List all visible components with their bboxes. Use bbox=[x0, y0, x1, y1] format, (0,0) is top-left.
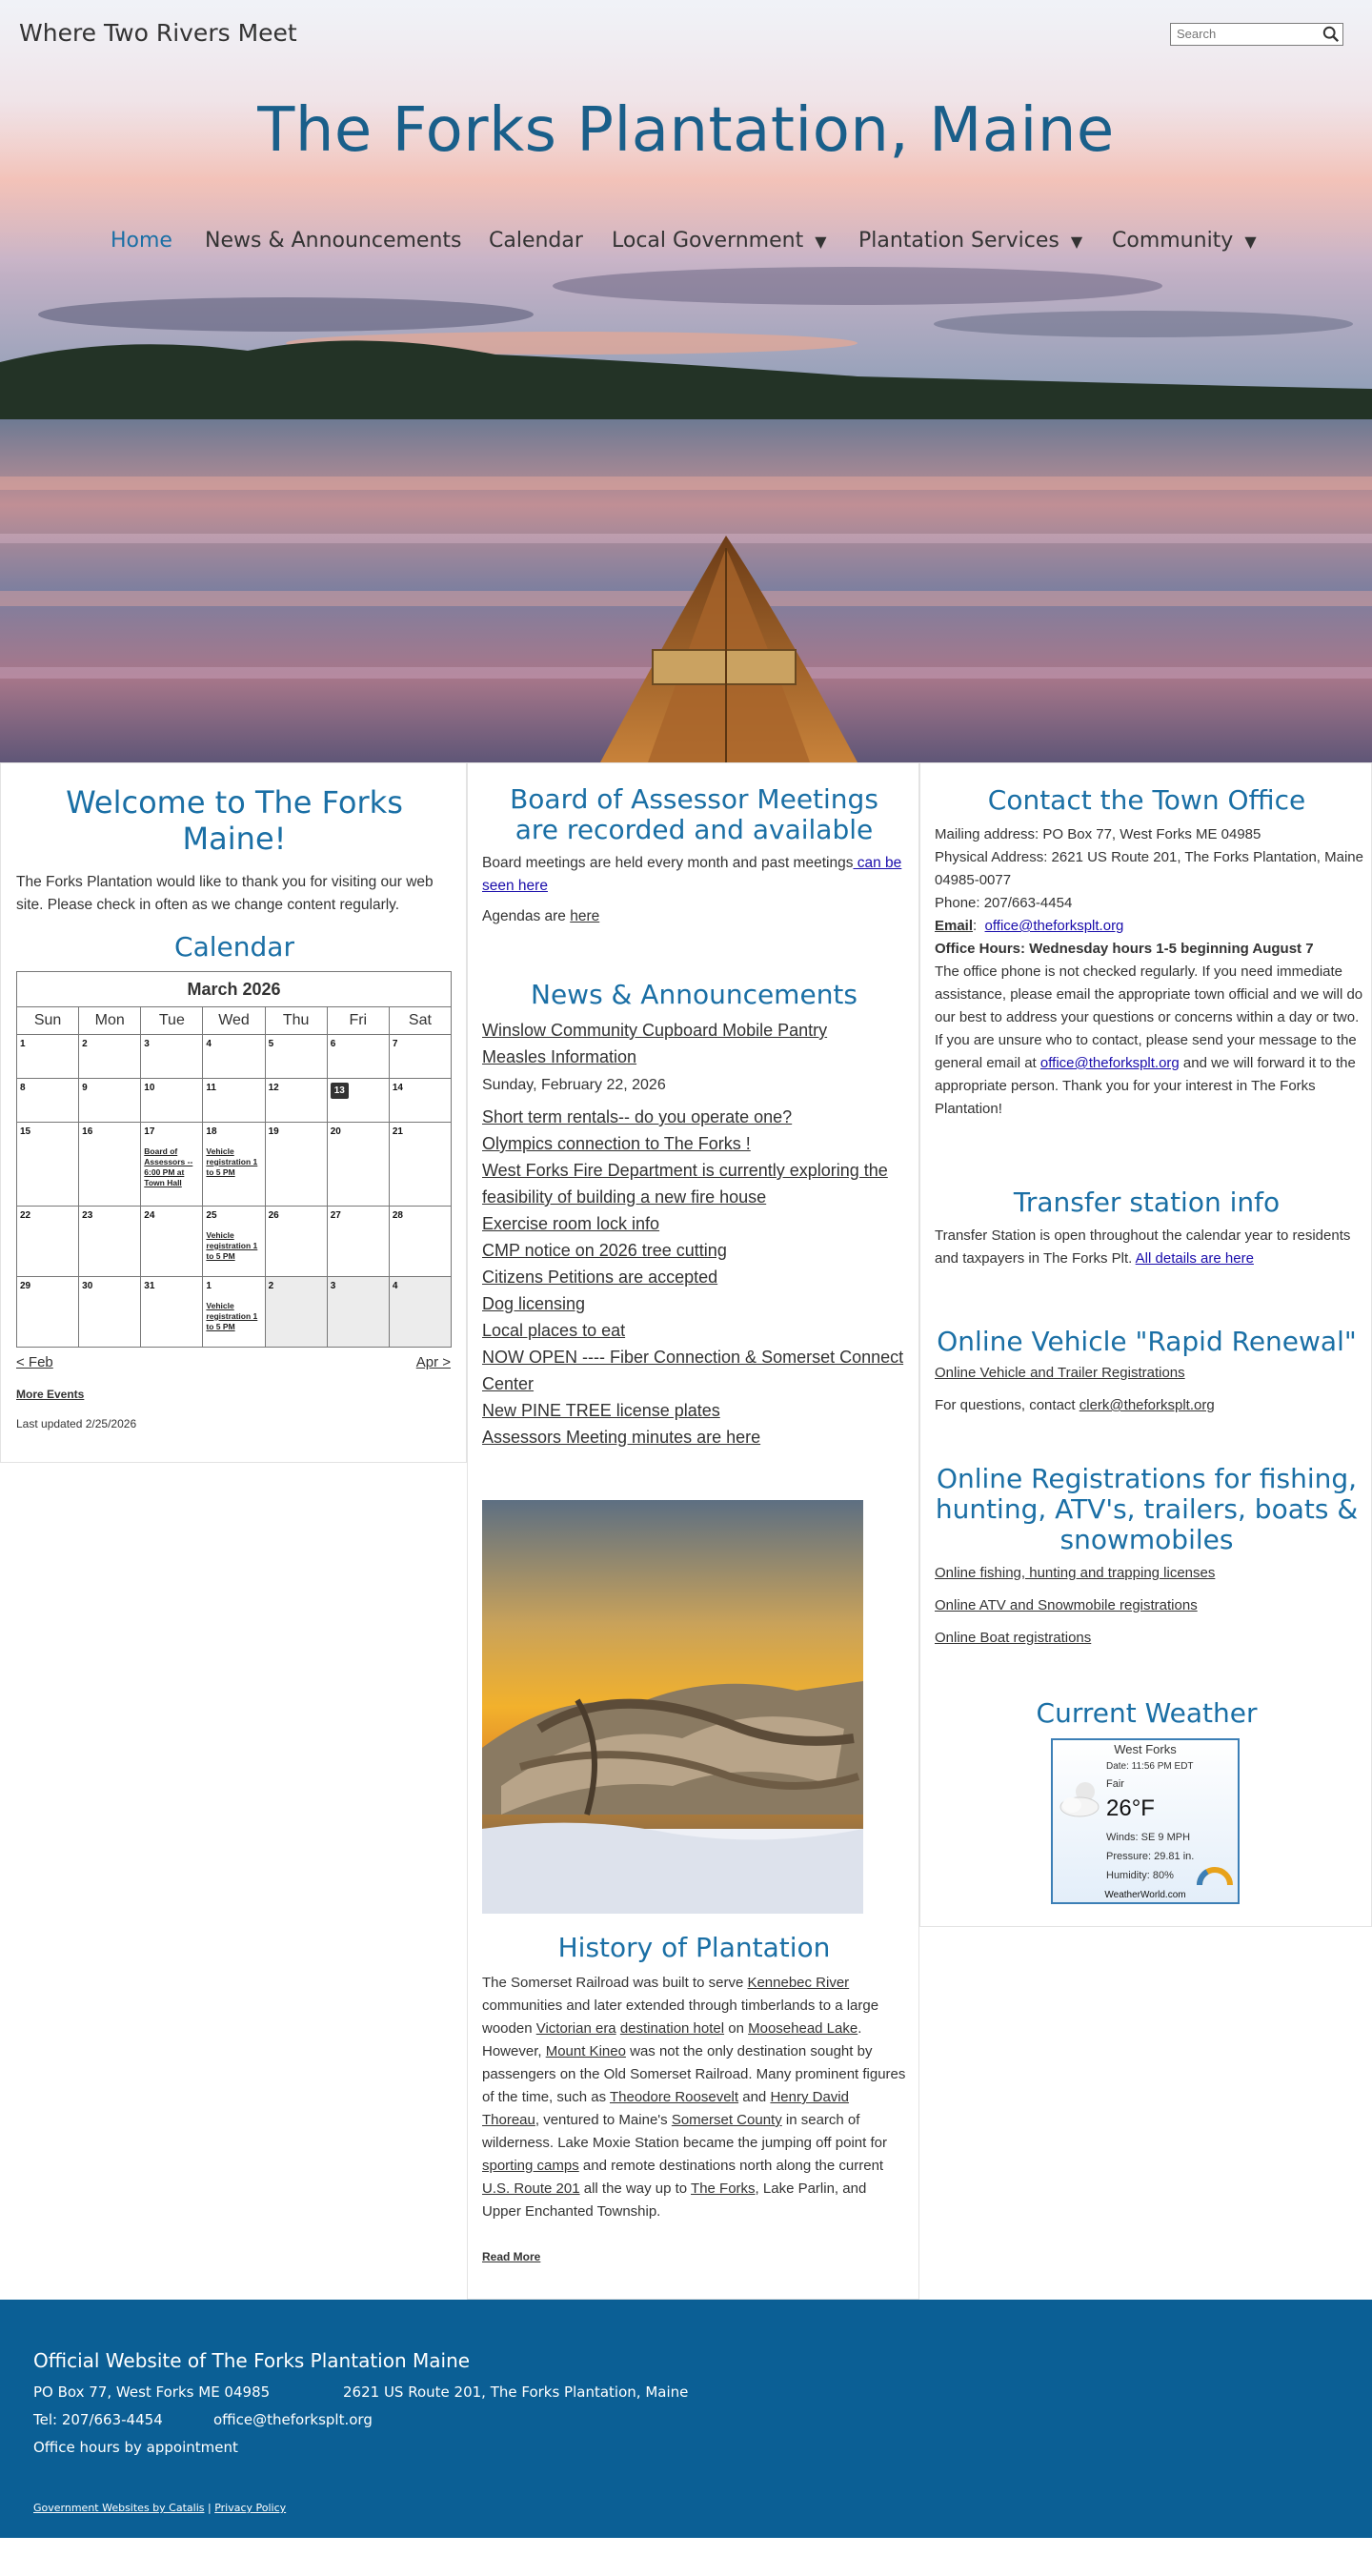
calendar-day[interactable] bbox=[141, 1035, 203, 1079]
day-number: 1 bbox=[206, 1281, 212, 1291]
nav-community[interactable]: Community ▼ bbox=[1112, 229, 1257, 253]
calendar-day[interactable] bbox=[265, 1207, 327, 1277]
history-text-segment: , ventured to Maine's bbox=[535, 2112, 672, 2128]
news-link[interactable]: Dog licensing bbox=[482, 1294, 586, 1313]
calendar-week bbox=[17, 1079, 452, 1123]
atv-snowmobile-link[interactable]: Online ATV and Snowmobile registrations bbox=[935, 1597, 1198, 1613]
weekday-label: Thu bbox=[265, 1007, 327, 1035]
email-label: Email bbox=[935, 918, 974, 934]
humidity-gauge-icon bbox=[1196, 1864, 1234, 1887]
day-number: 12 bbox=[268, 1083, 279, 1093]
footer-phone: Tel: 207/663-4454 bbox=[33, 2411, 163, 2428]
registrations-title: Online Registrations for fishing, hunting, ATV's, trailers, boats & snowmobiles bbox=[935, 1463, 1359, 1555]
site-footer bbox=[0, 2300, 1372, 2538]
calendar-day[interactable] bbox=[389, 1123, 451, 1207]
search-box[interactable] bbox=[1170, 23, 1343, 46]
day-number: 28 bbox=[392, 1210, 403, 1221]
history-text bbox=[482, 1972, 906, 2223]
weather-title: Current Weather bbox=[1036, 1697, 1258, 1729]
weekday-label: Tue bbox=[141, 1007, 203, 1035]
calendar-day[interactable] bbox=[17, 1277, 79, 1348]
history-text-segment: , Lake Parlin, and Upper Enchanted Township. bbox=[482, 2180, 867, 2220]
history-link[interactable]: Henry David Thoreau bbox=[482, 2089, 849, 2128]
day-number: 22 bbox=[20, 1210, 31, 1221]
news-link[interactable]: Exercise room lock info bbox=[482, 1214, 660, 1233]
day-number: 27 bbox=[330, 1210, 341, 1221]
last-updated: Last updated 2/25/2026 bbox=[16, 1417, 137, 1430]
left-column bbox=[0, 762, 467, 1463]
footer-mailing-address: PO Box 77, West Forks ME 04985 bbox=[33, 2383, 271, 2401]
transfer-details-link[interactable]: All details are here bbox=[1135, 1250, 1254, 1267]
right-column bbox=[919, 762, 1372, 1927]
general-email-link[interactable]: office@theforksplt.org bbox=[1039, 1055, 1180, 1071]
board-title: Board of Assessor Meetings are recorded and available bbox=[510, 783, 878, 845]
day-number: 5 bbox=[268, 1039, 274, 1049]
day-number: 26 bbox=[268, 1210, 279, 1221]
day-number: 8 bbox=[20, 1083, 26, 1093]
history-link[interactable]: The Forks bbox=[691, 2180, 756, 2197]
day-number: 3 bbox=[144, 1039, 150, 1049]
vehicle-questions: For questions, contact clerk@theforksplt.org bbox=[935, 1397, 1215, 1413]
calendar-week bbox=[17, 1035, 452, 1079]
search-icon[interactable] bbox=[1322, 26, 1340, 43]
news-link[interactable]: Olympics connection to The Forks ! bbox=[482, 1134, 751, 1153]
news-link[interactable]: West Forks Fire Department is currently exploring the feasibility of building a new fire house bbox=[482, 1161, 888, 1207]
weekday-label: Wed bbox=[203, 1007, 265, 1035]
day-number: 2 bbox=[268, 1281, 274, 1291]
day-number: 2 bbox=[82, 1039, 88, 1049]
clerk-email-link[interactable]: clerk@theforksplt.org bbox=[1079, 1397, 1215, 1413]
vehicle-registration-link[interactable]: Online Vehicle and Trailer Registrations bbox=[935, 1365, 1185, 1381]
caret-down-icon: ▼ bbox=[1244, 233, 1257, 251]
site-title[interactable]: The Forks Plantation, Maine bbox=[257, 95, 1115, 166]
weather-widget[interactable] bbox=[1051, 1738, 1240, 1904]
calendar-event-link[interactable]: Board of Assessors -- 6:00 PM at Town Hall bbox=[144, 1146, 193, 1187]
footer-physical-address: 2621 US Route 201, The Forks Plantation, Maine bbox=[343, 2383, 689, 2401]
weather-pressure: Pressure: 29.81 in. bbox=[1106, 1851, 1195, 1862]
catalis-link[interactable]: Government Websites by Catalis bbox=[33, 2502, 205, 2514]
day-number: 9 bbox=[82, 1083, 88, 1093]
news-link[interactable]: Winslow Community Cupboard Mobile Pantry bbox=[482, 1021, 828, 1040]
calendar-day[interactable] bbox=[327, 1123, 389, 1207]
weekday-label: Sat bbox=[389, 1007, 451, 1035]
weather-date: Date: 11:56 PM EDT bbox=[1106, 1761, 1194, 1772]
day-number: 18 bbox=[206, 1126, 217, 1137]
contact-note: The office phone is not checked regularly. If you need immediate assistance, please email the appropriate town official and we will do our best to address your questions or concerns within a day or two. If you are unsure who to contact, please send your message to the general email at office@theforksplt.org and we will forward it to the appropriate person. Thank you for your interest in The Forks Plantation! bbox=[935, 963, 1363, 1117]
calendar-event-link[interactable]: Vehicle registration 1 to 5 PM bbox=[206, 1301, 258, 1331]
calendar-table bbox=[16, 971, 452, 1348]
hero-banner bbox=[0, 0, 1372, 762]
nav-home[interactable]: Home bbox=[111, 229, 172, 253]
calendar-day[interactable] bbox=[203, 1123, 265, 1207]
transfer-title: Transfer station info bbox=[1013, 1187, 1281, 1218]
board-text: Board meetings are held every month and past meetings can be seen here bbox=[482, 855, 902, 894]
history-link[interactable]: Moosehead Lake bbox=[748, 2020, 858, 2037]
weather-temp: 26°F bbox=[1106, 1795, 1155, 1821]
day-number: 3 bbox=[330, 1281, 336, 1291]
history-link[interactable]: Theodore Roosevelt bbox=[609, 2089, 739, 2105]
news-title: News & Announcements bbox=[531, 979, 858, 1010]
calendar-title: Calendar bbox=[174, 931, 294, 963]
calendar-day[interactable] bbox=[17, 1207, 79, 1277]
history-text-segment: and remote destinations north along the current bbox=[578, 2158, 884, 2174]
day-number: 21 bbox=[392, 1126, 403, 1137]
news-link[interactable]: Citizens Petitions are accepted bbox=[482, 1268, 718, 1287]
email-link[interactable]: office@theforksplt.org bbox=[984, 918, 1124, 934]
calendar-day[interactable] bbox=[79, 1207, 141, 1277]
footer-email[interactable]: office@theforksplt.org bbox=[213, 2411, 373, 2428]
weather-condition: Fair bbox=[1106, 1778, 1124, 1790]
mailing-address: Mailing address: PO Box 77, West Forks ME 04985 bbox=[935, 826, 1261, 842]
calendar-day[interactable] bbox=[141, 1207, 203, 1277]
main-nav bbox=[0, 229, 1372, 261]
day-number: 17 bbox=[144, 1126, 155, 1137]
day-number: 16 bbox=[82, 1126, 93, 1137]
calendar-day[interactable] bbox=[389, 1035, 451, 1079]
day-number: 11 bbox=[206, 1083, 216, 1093]
nav-plantation-services[interactable]: Plantation Services ▼ bbox=[858, 229, 1083, 253]
more-events-link[interactable]: More Events bbox=[16, 1388, 85, 1401]
middle-column bbox=[467, 762, 919, 2300]
weather-credit[interactable]: WeatherWorld.com bbox=[1104, 1890, 1186, 1900]
calendar-day[interactable] bbox=[17, 1079, 79, 1123]
email-line: Email: office@theforksplt.org bbox=[935, 918, 1124, 934]
weather-wind: Winds: SE 9 MPH bbox=[1106, 1832, 1191, 1843]
calendar-day[interactable] bbox=[265, 1035, 327, 1079]
search-input[interactable] bbox=[1171, 25, 1318, 44]
weekday-label: Sun bbox=[17, 1007, 79, 1035]
calendar-day[interactable] bbox=[141, 1277, 203, 1348]
welcome-title: Welcome to The Forks Maine! bbox=[66, 784, 403, 857]
fishing-hunting-link[interactable]: Online fishing, hunting and trapping licenses bbox=[935, 1565, 1216, 1581]
day-number: 29 bbox=[20, 1281, 31, 1291]
history-link[interactable]: Victorian era bbox=[535, 2020, 616, 2037]
day-number: 1 bbox=[20, 1039, 26, 1049]
history-link[interactable]: Mount Kineo bbox=[545, 2043, 626, 2059]
calendar-month: March 2026 bbox=[17, 972, 452, 1007]
calendar-day[interactable] bbox=[17, 1035, 79, 1079]
physical-address: Physical Address: 2621 US Route 201, The Forks Plantation, Maine 04985-0077 bbox=[935, 849, 1363, 888]
calendar-week bbox=[17, 1207, 452, 1277]
day-number: 14 bbox=[392, 1083, 403, 1093]
caret-down-icon: ▼ bbox=[815, 233, 827, 251]
day-number: 6 bbox=[330, 1039, 336, 1049]
weather-location: West Forks bbox=[1114, 1742, 1177, 1756]
footer-title: Official Website of The Forks Plantation Maine bbox=[33, 2349, 471, 2372]
day-number: 25 bbox=[206, 1210, 217, 1221]
calendar-day[interactable] bbox=[79, 1035, 141, 1079]
today-marker: 13 bbox=[331, 1083, 349, 1099]
day-number: 20 bbox=[330, 1126, 341, 1137]
day-number: 4 bbox=[392, 1281, 398, 1291]
calendar-day[interactable] bbox=[327, 1207, 389, 1277]
news-list bbox=[482, 1104, 911, 1450]
office-hours: Office Hours: Wednesday hours 1-5 beginning August 7 bbox=[935, 941, 1314, 957]
calendar-day[interactable] bbox=[389, 1277, 451, 1348]
day-number: 7 bbox=[392, 1039, 398, 1049]
calendar-day[interactable] bbox=[327, 1277, 389, 1348]
day-number: 19 bbox=[268, 1126, 279, 1137]
day-number: 4 bbox=[206, 1039, 212, 1049]
calendar-day[interactable] bbox=[203, 1277, 265, 1348]
history-link[interactable]: destination hotel bbox=[619, 2020, 725, 2037]
news-link[interactable]: CMP notice on 2026 tree cutting bbox=[482, 1241, 727, 1260]
calendar-week bbox=[17, 1277, 452, 1348]
news-link[interactable]: Measles Information bbox=[482, 1047, 637, 1066]
cloud-moon-icon bbox=[1057, 1778, 1106, 1826]
boat-registration-link[interactable]: Online Boat registrations bbox=[935, 1630, 1092, 1646]
history-text-segment: in search of wilderness. Lake Moxie Station became the jumping off point for bbox=[482, 2112, 887, 2151]
board-recordings-link[interactable]: can be seen here bbox=[482, 855, 902, 894]
calendar-day[interactable] bbox=[327, 1079, 389, 1123]
history-title: History of Plantation bbox=[557, 1932, 831, 1963]
site-tagline: Where Two Rivers Meet bbox=[19, 19, 297, 47]
phone: Phone: 207/663-4454 bbox=[935, 895, 1073, 911]
calendar-week bbox=[17, 1123, 452, 1207]
day-number: 30 bbox=[82, 1281, 93, 1291]
contact-block bbox=[935, 823, 1363, 1121]
news-link[interactable]: New PINE TREE license plates bbox=[482, 1401, 720, 1420]
calendar-day[interactable] bbox=[265, 1277, 327, 1348]
history-read-more-link[interactable]: Read More bbox=[482, 2250, 541, 2263]
news-link[interactable]: NOW OPEN ---- Fiber Connection & Somerset Connect Center bbox=[482, 1348, 904, 1393]
day-number: 31 bbox=[144, 1281, 155, 1291]
vehicle-title: Online Vehicle "Rapid Renewal" bbox=[937, 1326, 1357, 1357]
calendar-day[interactable] bbox=[79, 1079, 141, 1123]
agendas-text: Agendas are here bbox=[482, 908, 600, 924]
footer-links: Government Websites by Catalis | Privacy Policy bbox=[33, 2502, 287, 2514]
history-text-segment: The Somerset Railroad was built to serve bbox=[482, 1975, 748, 1991]
privacy-policy-link[interactable]: Privacy Policy bbox=[214, 2502, 287, 2514]
contact-title: Contact the Town Office bbox=[987, 784, 1306, 816]
calendar-prev-link[interactable]: < Feb bbox=[16, 1354, 53, 1370]
weekday-label: Fri bbox=[327, 1007, 389, 1035]
weather-humidity: Humidity: 80% bbox=[1106, 1870, 1174, 1881]
agendas-link[interactable]: here bbox=[570, 908, 600, 924]
history-link[interactable]: Kennebec River bbox=[747, 1975, 850, 1991]
nav-local-government[interactable]: Local Government ▼ bbox=[612, 229, 827, 253]
footer-hours: Office hours by appointment bbox=[33, 2439, 238, 2456]
calendar-day[interactable] bbox=[141, 1123, 203, 1207]
day-number: 10 bbox=[144, 1083, 155, 1093]
caret-down-icon: ▼ bbox=[1070, 233, 1083, 251]
history-link[interactable]: Somerset County bbox=[671, 2112, 782, 2128]
news-date: Sunday, February 22, 2026 bbox=[482, 1077, 666, 1093]
day-number: 24 bbox=[144, 1210, 155, 1221]
history-text-segment: on bbox=[724, 2020, 749, 2037]
history-text-segment: and bbox=[738, 2089, 771, 2105]
news-link[interactable]: Assessors Meeting minutes are here bbox=[482, 1428, 761, 1447]
calendar-day[interactable] bbox=[389, 1079, 451, 1123]
calendar-next-link[interactable]: Apr > bbox=[415, 1354, 451, 1370]
calendar-day[interactable] bbox=[79, 1123, 141, 1207]
calendar-day[interactable] bbox=[141, 1079, 203, 1123]
transfer-text: Transfer Station is open throughout the calendar year to residents and taxpayers in The Forks Plt. All details are here bbox=[935, 1227, 1351, 1267]
driftwood-sunset-photo bbox=[482, 1500, 863, 1914]
calendar-day[interactable] bbox=[203, 1207, 265, 1277]
calendar-day[interactable] bbox=[327, 1035, 389, 1079]
weekday-label: Mon bbox=[79, 1007, 141, 1035]
calendar-day[interactable] bbox=[17, 1123, 79, 1207]
nav-calendar[interactable]: Calendar bbox=[489, 229, 583, 253]
history-link[interactable]: U.S. Route 201 bbox=[482, 2180, 580, 2197]
calendar-weekdays bbox=[17, 1007, 452, 1035]
calendar-day[interactable] bbox=[203, 1035, 265, 1079]
news-top-list bbox=[482, 1017, 911, 1070]
calendar-event-link[interactable]: Vehicle registration 1 to 5 PM bbox=[206, 1230, 258, 1261]
news-link[interactable]: Local places to eat bbox=[482, 1321, 626, 1340]
history-link[interactable]: sporting camps bbox=[482, 2158, 579, 2174]
calendar-day[interactable] bbox=[265, 1123, 327, 1207]
history-text-segment: all the way up to bbox=[579, 2180, 692, 2197]
history-text-segment: communities and later extended through timberlands to a large wooden bbox=[482, 1998, 879, 2037]
calendar-day[interactable] bbox=[265, 1079, 327, 1123]
history-text-segment: . However, bbox=[482, 2020, 862, 2059]
welcome-text: The Forks Plantation would like to thank you for visiting our web site. Please check in often as we change content regularly. bbox=[16, 874, 434, 913]
nav-news[interactable]: News & Announcements bbox=[205, 229, 462, 253]
registrations-links bbox=[935, 1562, 1363, 1650]
calendar-day[interactable] bbox=[203, 1079, 265, 1123]
history-text-segment: was not the only destination sought by passengers on the Old Somerset Railroad. Many prominent figures of the time, such as bbox=[482, 2043, 906, 2105]
calendar-day[interactable] bbox=[79, 1277, 141, 1348]
news-link[interactable]: Short term rentals-- do you operate one? bbox=[482, 1107, 793, 1126]
calendar-event-link[interactable]: Vehicle registration 1 to 5 PM bbox=[206, 1146, 258, 1177]
day-number: 15 bbox=[20, 1126, 31, 1137]
day-number: 23 bbox=[82, 1210, 93, 1221]
calendar-day[interactable] bbox=[389, 1207, 451, 1277]
